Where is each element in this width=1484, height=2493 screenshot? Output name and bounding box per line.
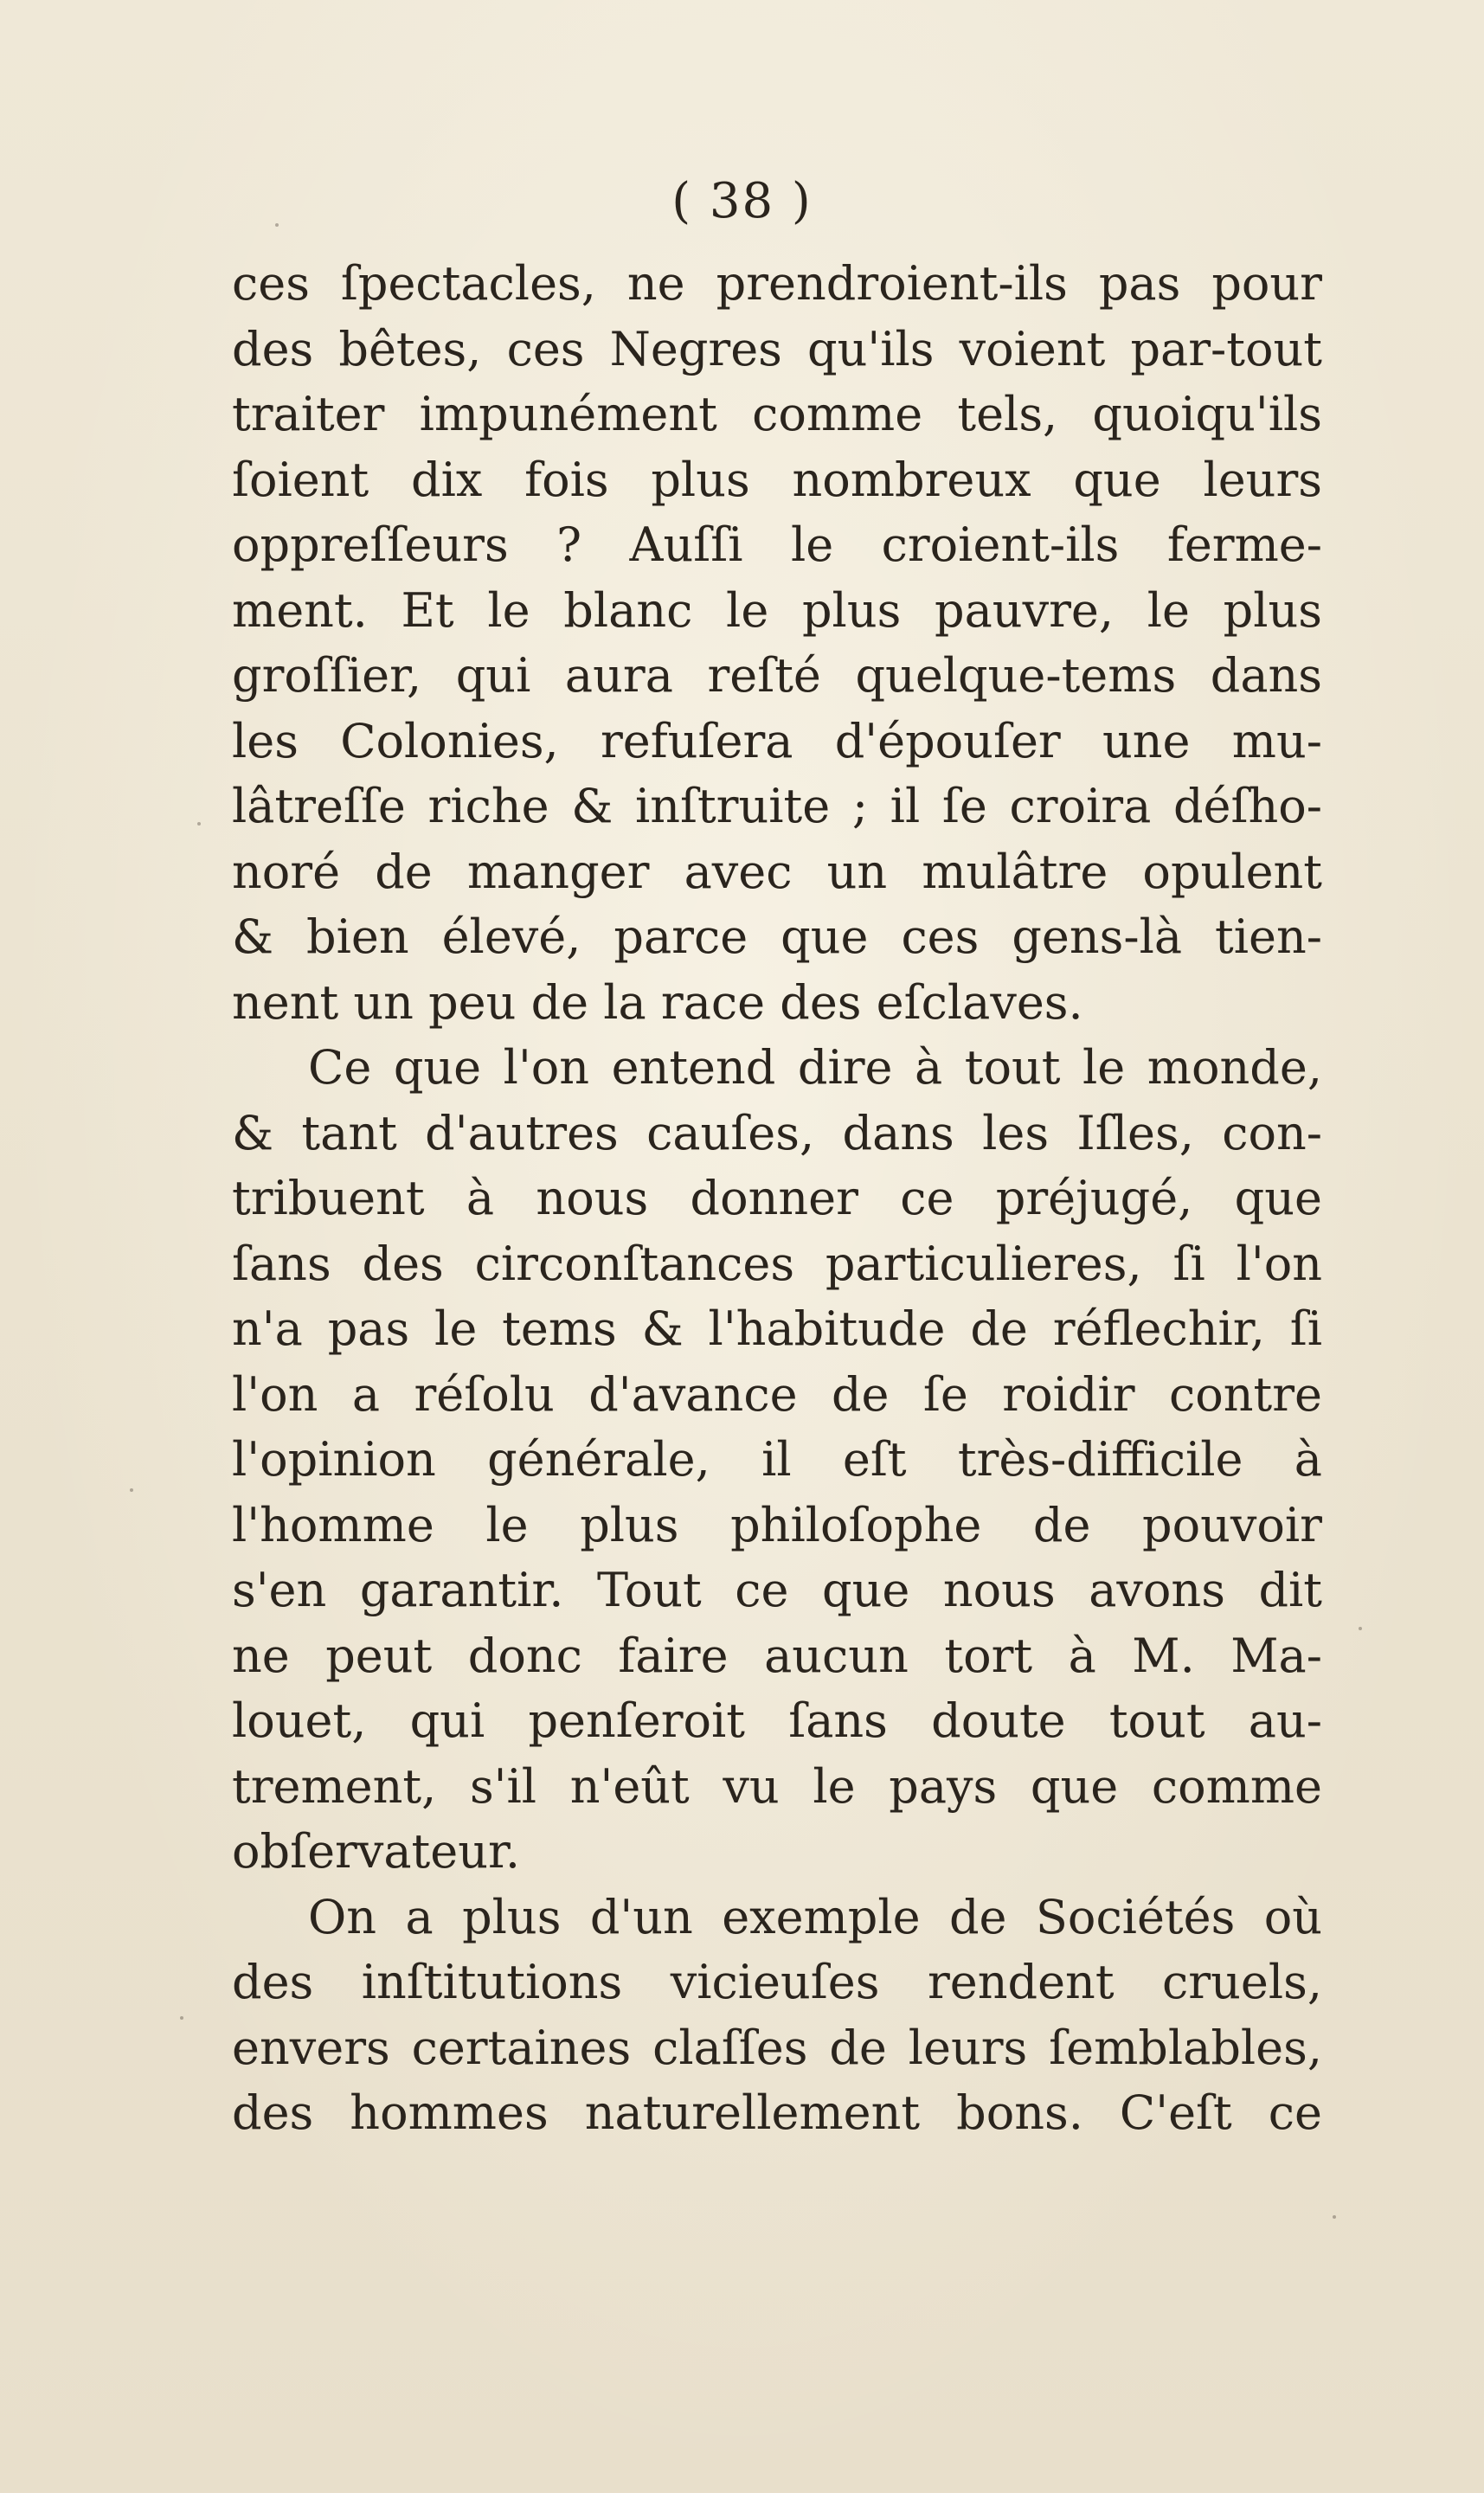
text-line: l'on a réſolu d'avance de ſe roidir contre [232,1366,1322,1422]
paper-speck [1359,1627,1362,1630]
text-line: des inſtitutions vicieuſes rendent cruels, [232,1955,1322,2009]
paper-speck [197,822,201,826]
paragraph-start-line: On a plus d'un exemple de Sociétés où [308,1889,1322,1944]
page-number: ( 38 ) [671,173,813,229]
paper-speck [130,1488,133,1492]
text-line: des bêtes, ces Negres qu'ils voient par-tout [232,321,1322,376]
text-line: noré de manger avec un mulâtre opulent [232,844,1322,899]
text-line: n'a pas le tems & l'habitude de réflechir, ſi [232,1301,1322,1356]
text-line: & bien élevé, parce que ces gens-là tien- [232,909,1322,964]
text-line: lâtreſſe riche & inſtruite ; il ſe croira déſho- [232,779,1322,833]
text-line: traiter impunément comme tels, quoiqu'ils [232,387,1322,441]
paragraph-end-line: nent un peu de la race des eſclaves. [232,974,1083,1030]
text-line: oppreſſeurs ? Auſſi le croient-ils ferme- [232,517,1322,572]
text-line: des hommes naturellement bons. C'eſt ce [232,2085,1322,2140]
body-text [232,251,1322,2146]
text-line: les Colonies, refuſera d'épouſer une mu- [232,713,1322,768]
paragraph-start-line: Ce que l'on entend dire à tout le monde, [308,1040,1322,1095]
text-line: tribuent à nous donner ce préjugé, que [232,1171,1322,1225]
text-line: & tant d'autres cauſes, dans les Iſles, con- [232,1105,1322,1160]
text-line: ces ſpectacles, ne prendroient-ils pas pour [232,256,1322,311]
text-line: envers certaines claſſes de leurs ſemblables, [232,2020,1322,2075]
text-line: ſans des circonſtances particulieres, ſi l'on [232,1236,1322,1291]
paper-speck [180,2016,183,2020]
text-line: ment. Et le blanc le plus pauvre, le plus [232,582,1322,638]
text-line: s'en garantir. Tout ce que nous avons dit [232,1563,1322,1617]
text-line: louet, qui penſeroit ſans doute tout au- [232,1693,1322,1748]
text-line: trement, s'il n'eût vu le pays que comme [232,1758,1322,1814]
paper-speck [1333,2215,1336,2219]
paragraph-end-line: obſervateur. [232,1824,521,1879]
text-line: ſoient dix fois plus nombreux que leurs [232,452,1322,507]
text-line: l'opinion générale, il eſt très-difficile à [232,1432,1322,1487]
text-line: ne peut donc faire aucun tort à M. Ma- [232,1628,1322,1683]
text-line: groſſier, qui aura reſté quelque-tems dans [232,648,1322,703]
text-line: l'homme le plus philoſophe de pouvoir [232,1497,1322,1552]
